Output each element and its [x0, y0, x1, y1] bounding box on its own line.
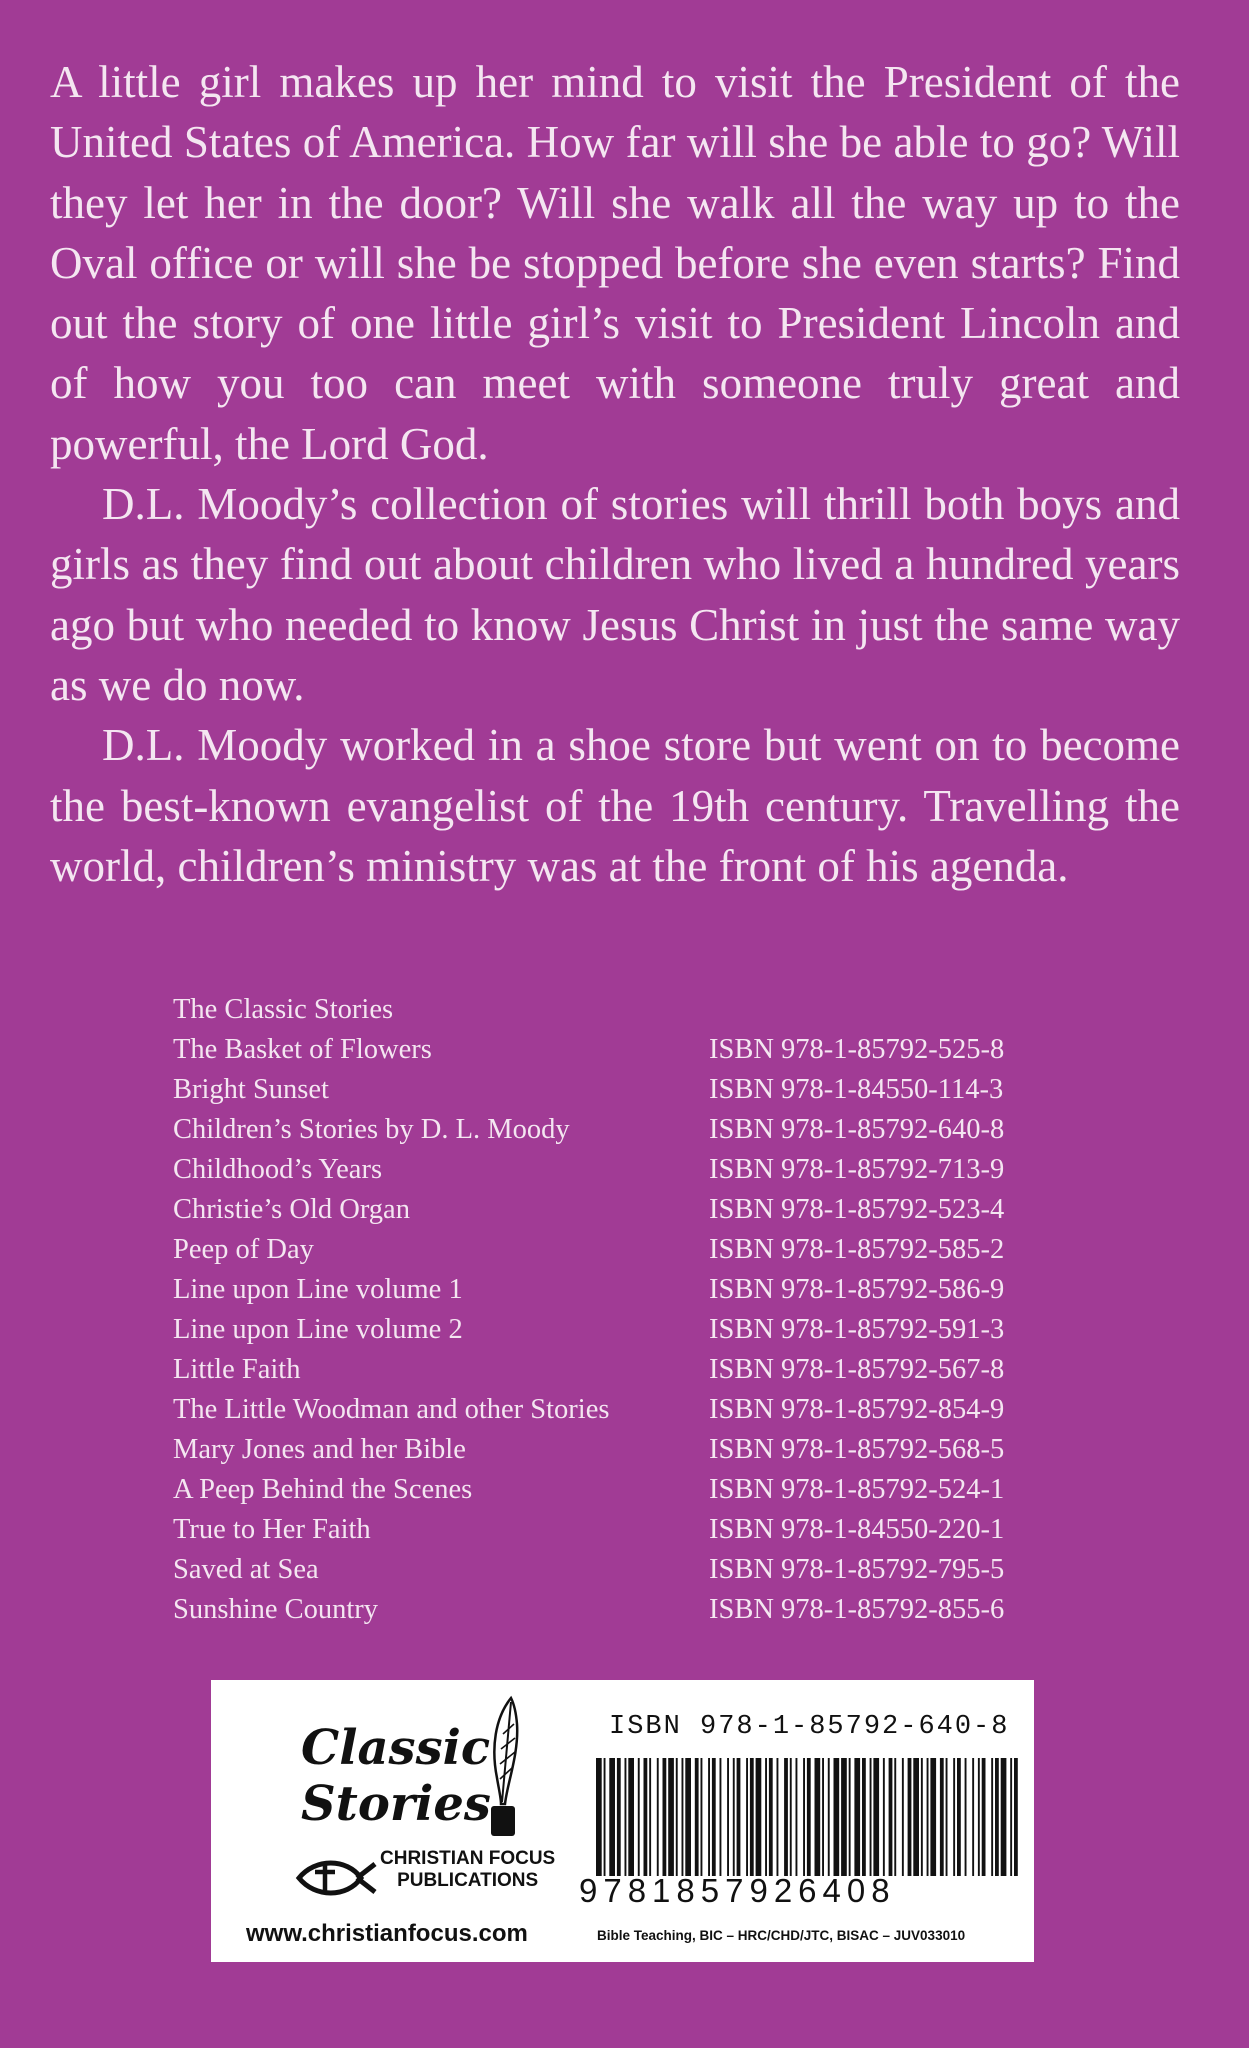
barcode-bar: [712, 1758, 716, 1876]
barcode-bar: [790, 1758, 792, 1876]
barcode-bar: [756, 1758, 762, 1876]
barcode-bar: [720, 1758, 722, 1876]
book-isbn: ISBN 978-1-85792-586-9: [709, 1274, 1005, 1305]
book-row: [173, 1350, 1004, 1390]
barcode-bar: [946, 1758, 948, 1876]
barcode-bar: [769, 1758, 773, 1876]
book-title: Children’s Stories by D. L. Moody: [173, 1114, 570, 1145]
barcode-bar: [921, 1758, 923, 1876]
barcode-bar: [625, 1758, 627, 1876]
book-isbn: ISBN 978-1-85792-591-3: [709, 1314, 1005, 1345]
series-heading: The Classic Stories: [173, 994, 394, 1025]
book-row: [173, 1310, 1004, 1350]
barcode-bar: [1010, 1758, 1012, 1876]
book-title: Mary Jones and her Bible: [173, 1434, 466, 1465]
barcode-bar: [908, 1758, 912, 1876]
barcode-bar: [991, 1758, 993, 1876]
barcode-bar: [777, 1758, 779, 1876]
barcode-bar: [746, 1758, 748, 1876]
barcode-bar: [604, 1758, 606, 1876]
publisher-name: CHRISTIAN FOCUS PUBLICATIONS: [380, 1848, 556, 1891]
book-row: [173, 1590, 1004, 1630]
barcode-bar: [930, 1758, 936, 1876]
book-title: Sunshine Country: [173, 1594, 379, 1625]
classic-stories-logo: Classic Stories: [301, 1720, 491, 1832]
book-row: [173, 1110, 1004, 1150]
book-isbn: ISBN 978-1-85792-524-1: [709, 1474, 1005, 1505]
series-table: [173, 1030, 1004, 1630]
barcode-bar: [628, 1758, 634, 1876]
book-title: Peep of Day: [173, 1234, 314, 1265]
barcode-bar: [870, 1758, 872, 1876]
book-row: [173, 1270, 1004, 1310]
barcode-bar: [737, 1758, 741, 1876]
barcode-bar: [638, 1758, 640, 1876]
barcode-bar: [708, 1758, 710, 1876]
book-title: True to Her Faith: [173, 1514, 371, 1545]
book-title: Christie’s Old Organ: [173, 1194, 410, 1225]
barcode-bar: [862, 1758, 866, 1876]
barcode-bar: [1014, 1758, 1018, 1876]
book-isbn: ISBN 978-1-85792-567-8: [709, 1354, 1005, 1385]
series-list: [173, 990, 1053, 1630]
barcode-bar: [727, 1758, 729, 1876]
barcode-bar: [972, 1758, 974, 1876]
barcode-bar: [902, 1758, 904, 1876]
barcode-bar: [982, 1758, 986, 1876]
book-title: Little Faith: [173, 1354, 301, 1385]
barcode-bar: [701, 1758, 703, 1876]
barcode-bar: [1001, 1758, 1007, 1876]
book-row: [173, 1550, 1004, 1590]
barcode-bar: [796, 1758, 798, 1876]
barcode-bar: [815, 1758, 821, 1876]
book-title: Childhood’s Years: [173, 1154, 383, 1185]
book-row: [173, 1030, 1004, 1070]
book-title: A Peep Behind the Scenes: [173, 1474, 473, 1505]
barcode-bar: [663, 1758, 667, 1876]
barcode-bar: [733, 1758, 735, 1876]
book-isbn: ISBN 978-1-84550-114-3: [709, 1074, 1004, 1105]
book-row: [173, 1190, 1004, 1230]
book-isbn: ISBN 978-1-85792-568-5: [709, 1434, 1005, 1465]
barcode-bar: [940, 1758, 944, 1876]
barcode: [594, 1758, 1020, 1876]
book-title: Bright Sunset: [173, 1074, 329, 1105]
book-row: [173, 1150, 1004, 1190]
barcode-bar: [649, 1758, 651, 1876]
barcode-bar: [957, 1758, 961, 1876]
book-isbn: ISBN 978-1-85792-713-9: [709, 1154, 1005, 1185]
barcode-bar: [849, 1758, 851, 1876]
barcode-bar: [995, 1758, 999, 1876]
book-title: Line upon Line volume 1: [173, 1274, 463, 1305]
barcode-bar: [644, 1758, 648, 1876]
blurb-paragraph-2: D.L. Moody’s collection of stories will thrill both boys and girls as they find out about children who lived a hundred years ago but who needed to know Jesus Christ in just the same way as we do now.: [50, 479, 1180, 710]
barcode-bar: [828, 1758, 830, 1876]
book-row: [173, 1070, 1004, 1110]
barcode-bar: [953, 1758, 955, 1876]
book-isbn: ISBN 978-1-85792-795-5: [709, 1554, 1005, 1585]
book-title: The Little Woodman and other Stories: [173, 1394, 610, 1425]
barcode-bar: [803, 1758, 805, 1876]
barcode-bar: [668, 1758, 674, 1876]
blurb-paragraph-1: A little girl makes up her mind to visit the President of the United States of America. How far will she be able to go? Will they let her in the door? Will she walk all the way up to the Oval office or will she be stopped before she even starts? Find out the story of one little girl’s visit to President Lincoln and of how you too can meet with someone truly great and powerful, the Lord God.: [50, 57, 1180, 469]
quill-icon: [481, 1694, 521, 1844]
barcode-bar: [596, 1758, 602, 1876]
book-row: [173, 1230, 1004, 1270]
book-isbn: ISBN 978-1-85792-585-2: [709, 1234, 1005, 1265]
barcode-bar: [889, 1758, 893, 1876]
barcode-bar: [841, 1758, 847, 1876]
barcode-bar: [978, 1758, 980, 1876]
blurb: [50, 52, 1180, 896]
subject-codes: Bible Teaching, BIC – HRC/CHD/JTC, BISAC – JUV033010: [597, 1928, 966, 1943]
book-row: [173, 1390, 1004, 1430]
book-title: The Basket of Flowers: [173, 1034, 432, 1065]
barcode-bar: [965, 1758, 967, 1876]
barcode-bar: [854, 1758, 860, 1876]
barcode-bar: [750, 1758, 754, 1876]
book-isbn: ISBN 978-1-85792-854-9: [709, 1394, 1005, 1425]
barcode-bar: [927, 1758, 929, 1876]
blurb-paragraph-3: D.L. Moody worked in a shoe store but went on to become the best-known evangelist of the 19th century. Travelling the world, children’s ministry was at the front of his agenda.: [50, 720, 1180, 891]
book-title: Saved at Sea: [173, 1554, 319, 1585]
book-isbn: ISBN 978-1-85792-523-4: [709, 1194, 1005, 1225]
barcode-bar: [765, 1758, 767, 1876]
barcode-digits: 9781857926408: [579, 1872, 896, 1909]
barcode-bar: [822, 1758, 824, 1876]
fish-icon: [295, 1856, 377, 1900]
barcode-bar: [685, 1758, 691, 1876]
book-title: Line upon Line volume 2: [173, 1314, 463, 1345]
barcode-bar: [894, 1758, 896, 1876]
barcode-isbn: ISBN 978-1-85792-640-8: [609, 1712, 1010, 1742]
book-row: [173, 1470, 1004, 1510]
barcode-bar: [784, 1758, 788, 1876]
barcode-bar: [883, 1758, 885, 1876]
barcode-bar: [676, 1758, 678, 1876]
barcode-bar: [913, 1758, 919, 1876]
barcode-bar: [834, 1758, 840, 1876]
website-url: www.christianfocus.com: [246, 1920, 528, 1947]
book-isbn: ISBN 978-1-84550-220-1: [709, 1514, 1005, 1545]
barcode-bar: [617, 1758, 621, 1876]
barcode-bar: [682, 1758, 684, 1876]
barcode-bar: [873, 1758, 879, 1876]
book-row: [173, 1510, 1004, 1550]
barcode-bar: [609, 1758, 615, 1876]
book-isbn: ISBN 978-1-85792-525-8: [709, 1034, 1005, 1065]
barcode-bar: [695, 1758, 699, 1876]
barcode-bar: [657, 1758, 659, 1876]
barcode-bar: [807, 1758, 811, 1876]
footer-box: [211, 1680, 1034, 1962]
book-isbn: ISBN 978-1-85792-855-6: [709, 1594, 1005, 1625]
book-isbn: ISBN 978-1-85792-640-8: [709, 1114, 1005, 1145]
book-row: [173, 1430, 1004, 1470]
